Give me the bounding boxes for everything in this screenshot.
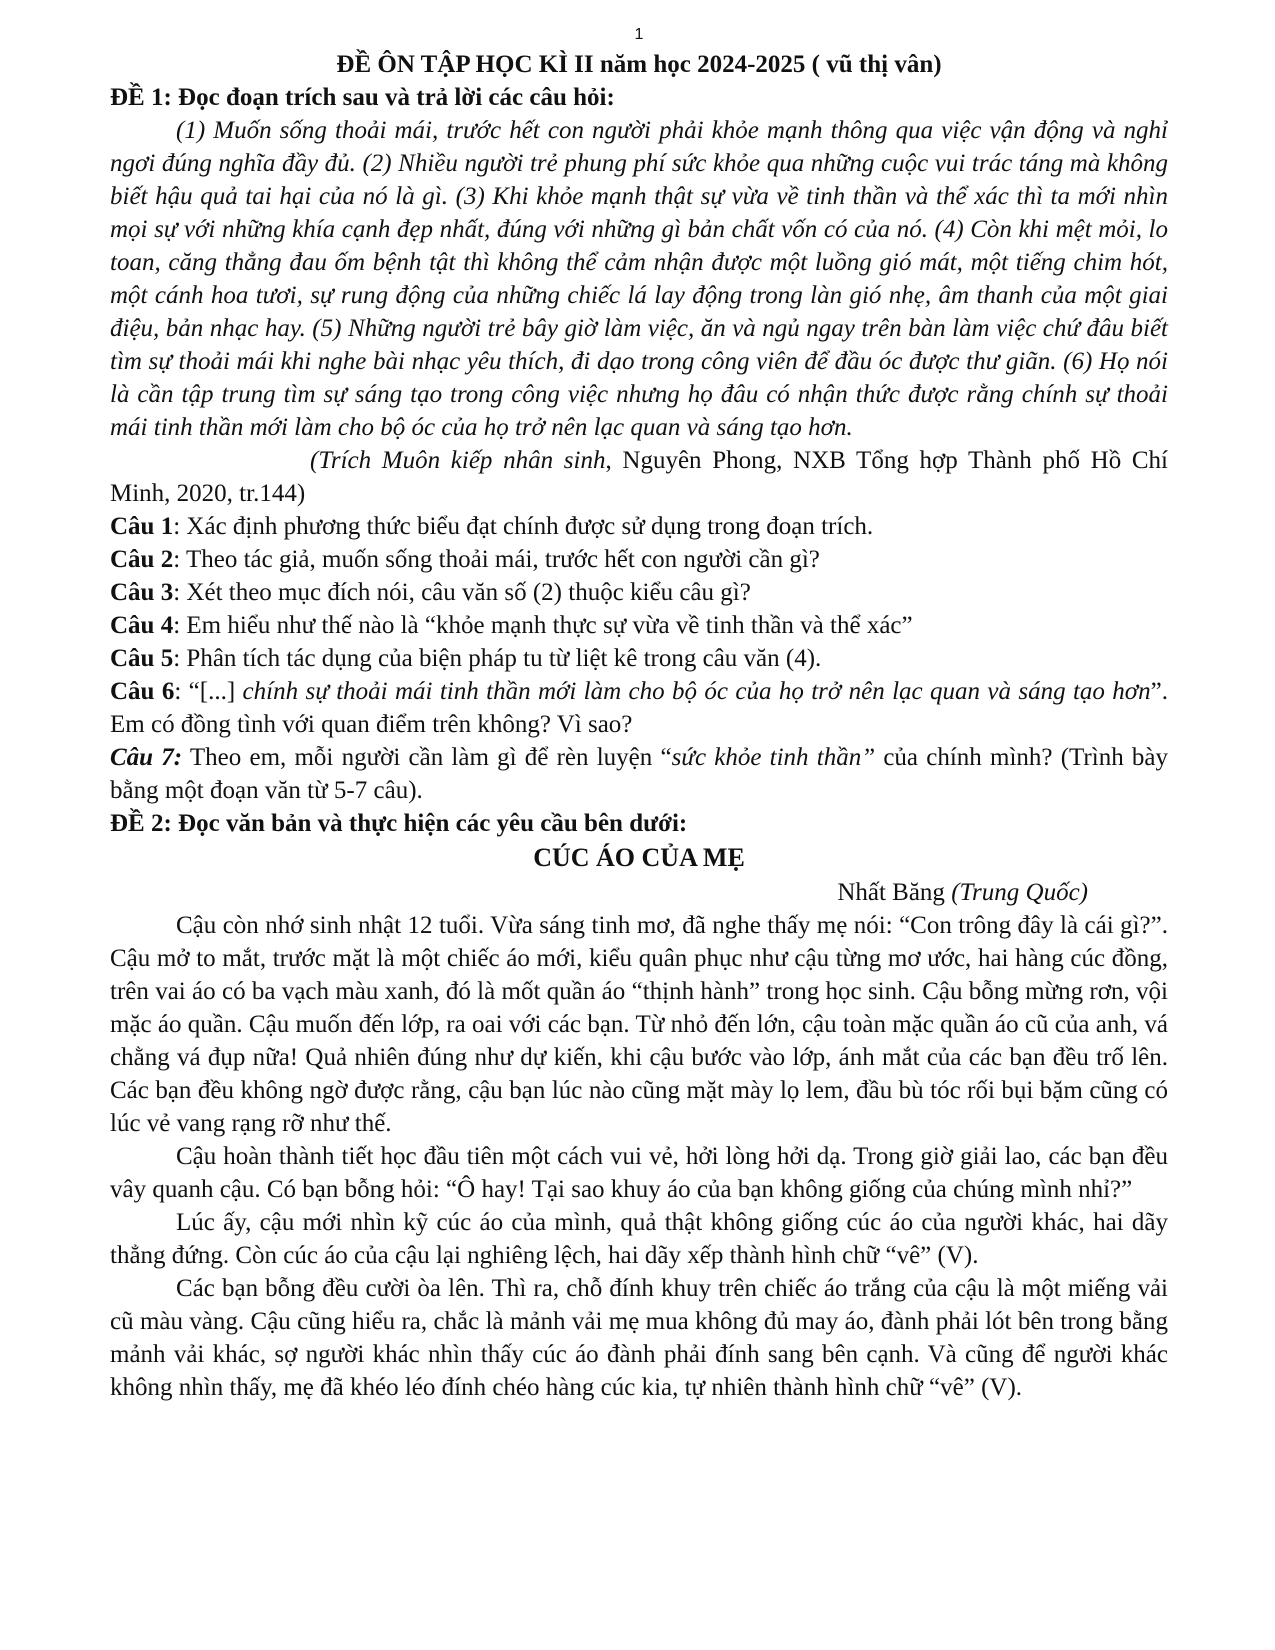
section-2-heading: ĐỀ 2: Đọc văn bản và thực hiện các yêu cầu bên dưới: (110, 810, 688, 837)
question-quote: sức khỏe tinh thần” (671, 744, 876, 771)
question-text: : Xác định phương thức biểu đạt chính được sử dụng trong đoạn trích. (173, 513, 874, 540)
source-book: Muôn kiếp nhân sinh (381, 447, 606, 474)
question-text: : Theo tác giả, muốn sống thoải mái, trước hết con người cần gì? (173, 546, 820, 573)
passage-source (110, 444, 1168, 510)
question-3 (110, 576, 1168, 609)
question-7 (110, 741, 1168, 807)
question-label: Câu 5 (110, 645, 174, 672)
story-paragraph: Cậu còn nhớ sinh nhật 12 tuổi. Vừa sáng tinh mơ, đã nghe thấy mẹ nói: “Con trông đây là cái gì?”. Cậu mở to mắt, trước mặt là một chiếc áo mới, kiểu quân phục như cậu từng mơ ước, hai hàng cúc đồng, trên vai áo có ba vạch màu xanh, đó là mốt quần áo “thịnh hành” trong học sinh. Cậu bỗng mừng rơn, vội mặc áo quần. Cậu muốn đến lớp, ra oai với các bạn. Từ nhỏ đến lớn, cậu toàn mặc quần áo cũ của anh, vá chằng vá đụp nữa! Quả nhiên đúng như dự kiến, khi cậu bước vào lớp, ánh mắt của các bạn đều trố lên. Các bạn đều không ngờ được rằng, cậu bạn lúc nào cũng mặt mày lọ lem, đầu bù tóc rối bụi bặm cũng có lúc vẻ vang rạng rỡ như thế. (110, 912, 1168, 1137)
author-origin: (Trung Quốc) (951, 879, 1088, 906)
question-label: Câu 7: (110, 744, 183, 771)
author-name: Nhất Băng (837, 879, 952, 906)
question-label: Câu 6 (110, 678, 175, 705)
story-paragraph: Các bạn bỗng đều cười òa lên. Thì ra, chỗ đính khuy trên chiếc áo trắng của cậu là một miếng vải cũ màu vàng. Cậu cũng hiểu ra, chắc là mảnh vải mẹ mua không đủ may áo, đành phải lót bên trong bằng mảnh vải khác, sợ người khác nhìn thấy cúc áo đành phải đính sang bên cạnh. Và cũng để người khác không nhìn thấy, mẹ đã khéo léo đính chéo hàng cúc kia, tự nhiên thành hình chữ “vê” (V). (110, 1275, 1168, 1401)
question-2 (110, 543, 1168, 576)
question-text-pre: Theo em, mỗi người cần làm gì để rèn luyện “ (182, 744, 672, 771)
question-1 (110, 510, 1168, 543)
question-text-pre: : “[...] (174, 678, 243, 705)
passage-text: (1) Muốn sống thoải mái, trước hết con người phải khỏe mạnh thông qua việc vận động và nghỉ ngơi đúng nghĩa đầy đủ. (2) Nhiều người trẻ phung phí sức khỏe qua những cuộc vui trác táng mà không biết hậu quả tai hại của nó là gì. (3) Khi khỏe mạnh thật sự vừa về tinh thần và thể xác thì ta mới nhìn mọi sự với những khía cạnh đẹp nhất, đúng với những gì bản chất vốn có của nó. (4) Còn khi mệt mỏi, lo toan, căng thẳng đau ốm bệnh tật thì không thể cảm nhận được một luồng gió mát, một tiếng chim hót, một cánh hoa tươi, sự rung động của những chiếc lá lay động trong làn gió nhẹ, âm thanh của một giai điệu, bản nhạc hay. (5) Những người trẻ bây giờ làm việc, ăn và ngủ ngay trên bàn làm việc chứ đâu biết tìm sự thoải mái khi nghe bài nhạc yêu thích, đi dạo trong công viên để đầu óc được thư giãn. (6) Họ nói là cần tập trung tìm sự sáng tạo trong công việc nhưng họ đâu có nhận thức được rằng chính sự thoải mái tinh thần mới làm cho bộ óc của họ trở nên lạc quan và sáng tạo hơn. (110, 117, 1168, 441)
question-label: Câu 4 (110, 612, 174, 639)
story-title: CÚC ÁO CỦA MẸ (533, 843, 745, 872)
question-4 (110, 609, 1168, 642)
document-title: ĐỀ ÔN TẬP HỌC KÌ II năm học 2024-2025 ( vũ thị vân) (336, 51, 942, 78)
question-label: Câu 1 (110, 513, 174, 540)
question-label: Câu 3 (110, 579, 174, 606)
source-rest: , Nguyên Phong, NXB Tổng hợp Thành phố Hồ Chí Minh, 2020, tr.144) (110, 447, 1169, 507)
question-quote: chính sự thoải mái tinh thần mới làm cho bộ óc của họ trở nên lạc quan và sáng tạo hơn (242, 678, 1151, 705)
page-number: 1 (634, 26, 644, 43)
question-6 (110, 675, 1168, 741)
story-author (110, 876, 1168, 909)
question-text: : Xét theo mục đích nói, câu văn số (2) thuộc kiểu câu gì? (173, 579, 751, 606)
question-text: : Em hiểu như thế nào là “khỏe mạnh thực sự vừa về tinh thần và thể xác” (173, 612, 913, 639)
question-5 (110, 642, 1168, 675)
document-page (110, 22, 1168, 1404)
question-text-post: của chính mình? (Trình bày bằng một đoạn văn từ 5-7 câu). (110, 744, 1168, 804)
source-prefix: (Trích (310, 447, 382, 474)
question-label: Câu 2 (110, 546, 174, 573)
question-text: : Phân tích tác dụng của biện pháp tu từ liệt kê trong câu văn (4). (173, 645, 822, 672)
story-paragraph: Lúc ấy, cậu mới nhìn kỹ cúc áo của mình, quả thật không giống cúc áo của người khác, hai dãy thẳng đứng. Còn cúc áo của cậu lại nghiêng lệch, hai dãy xếp thành hình chữ “vê” (V). (110, 1209, 1168, 1269)
section-1-heading: ĐỀ 1: Đọc đoạn trích sau và trả lời các câu hỏi: (110, 84, 615, 111)
question-text-post: ”. Em có đồng tình với quan điểm trên không? Vì sao? (110, 678, 1168, 738)
story-paragraph: Cậu hoàn thành tiết học đầu tiên một cách vui vẻ, hởi lòng hởi dạ. Trong giờ giải lao, các bạn đều vây quanh cậu. Có bạn bỗng hỏi: “Ô hay! Tại sao khuy áo của bạn không giống của chúng mình nhỉ?” (110, 1143, 1168, 1203)
